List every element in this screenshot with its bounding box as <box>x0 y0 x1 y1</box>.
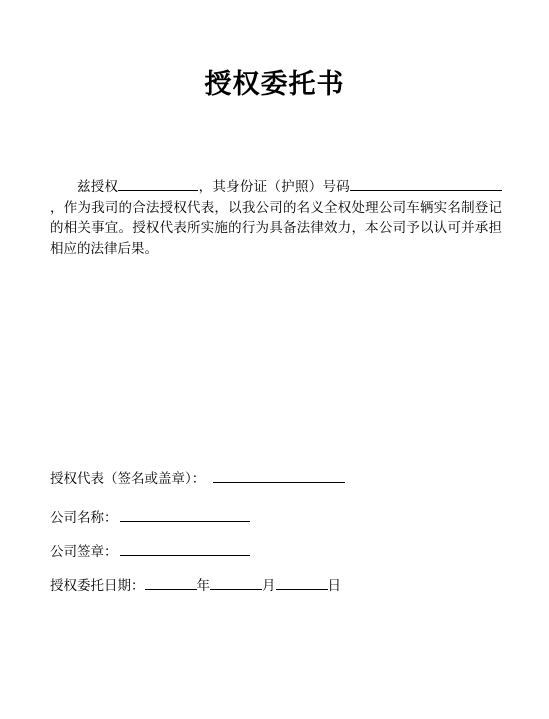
company-seal-label: 公司签章： <box>50 544 118 560</box>
document-title: 授权委托书 <box>204 69 345 100</box>
authorization-date-field <box>50 575 341 595</box>
representative-signature-label: 授权代表（签名或盖章）： <box>50 471 206 487</box>
year-blank <box>145 575 197 590</box>
id-number-blank <box>350 177 502 191</box>
paragraph-text-2: ，其身份证（护照）号码 <box>198 179 351 195</box>
paragraph-text-1: 兹授权 <box>77 179 119 195</box>
day-unit: 日 <box>327 578 341 594</box>
year-unit: 年 <box>196 578 210 594</box>
month-unit: 月 <box>262 578 276 594</box>
month-blank <box>210 575 262 590</box>
day-blank <box>276 575 328 590</box>
company-name-line <box>120 507 250 522</box>
authorized-person-blank <box>118 177 198 191</box>
representative-signature-line <box>213 468 345 483</box>
authorization-date-label: 授权委托日期： <box>50 578 145 594</box>
authorization-paragraph <box>50 177 502 259</box>
company-seal-field <box>50 541 250 561</box>
company-name-field <box>50 507 250 527</box>
company-seal-line <box>120 541 250 556</box>
paragraph-text-3: ，作为我司的合法授权代表，以我公司的名义全权处理公司车辆实名制登记的相关事宜。授权代表所实施的行为具备法律效力，本公司予以认可并承担相应的法律后果。 <box>50 199 502 257</box>
representative-signature-field <box>50 468 345 488</box>
company-name-label: 公司名称： <box>50 510 118 526</box>
